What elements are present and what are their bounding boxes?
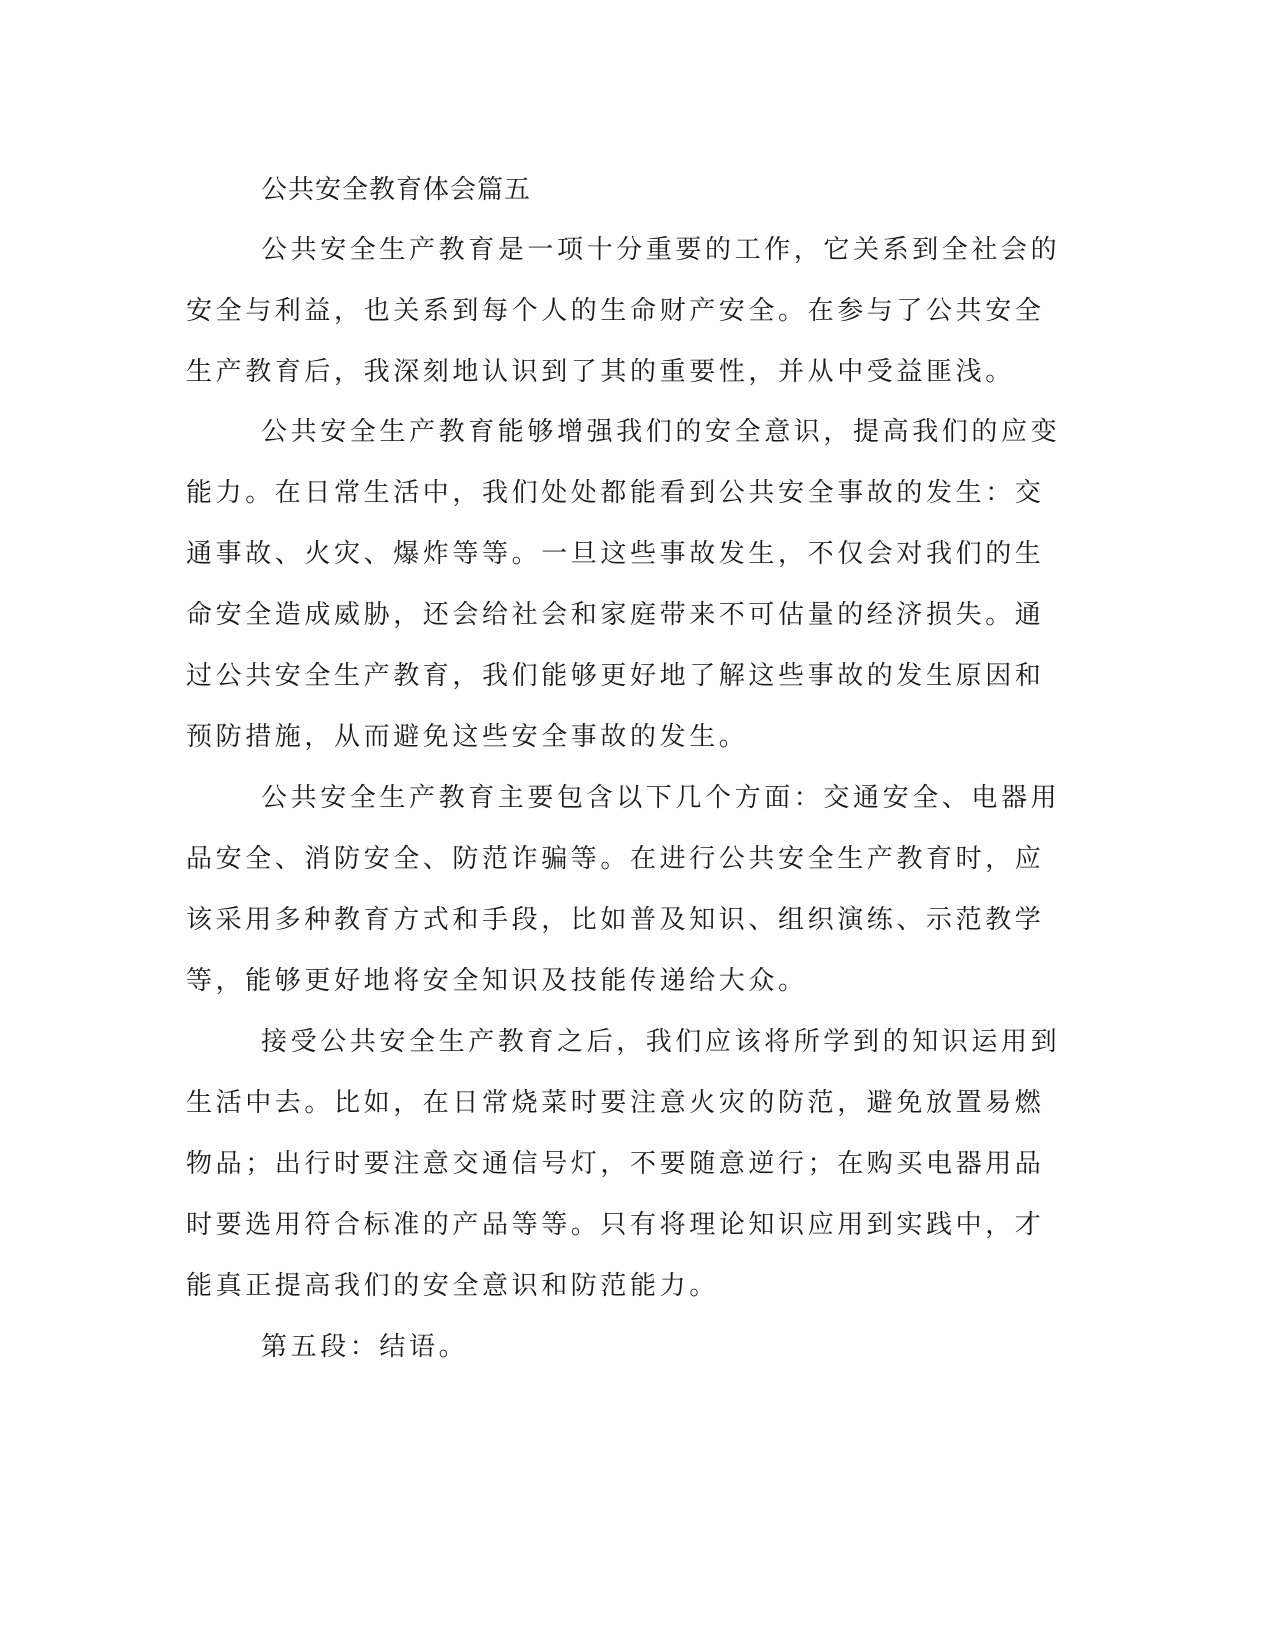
paragraph-1: 公共安全生产教育是一项十分重要的工作，它关系到全社会的安全与利益，也关系到每个人的生命财产安全。在参与了公共安全生产教育后，我深刻地认识到了其的重要性，并从中受益匪浅。 [186, 235, 1061, 387]
paragraph-5: 第五段：结语。 [261, 1332, 469, 1362]
paragraph-3: 公共安全生产教育主要包含以下几个方面：交通安全、电器用品安全、消防安全、防范诈骗等。在进行公共安全生产教育时，应该采用多种教育方式和手段，比如普及知识、组织演练、示范教学等，能够更好地将安全知识及技能传递给大众。 [186, 783, 1061, 996]
paragraph-4: 接受公共安全生产教育之后，我们应该将所学到的知识运用到生活中去。比如，在日常烧菜时要注意火灾的防范，避免放置易燃物品；出行时要注意交通信号灯，不要随意逆行；在购买电器用品时要选用符合标准的产品等等。只有将理论知识应用到实践中，才能真正提高我们的安全意识和防范能力。 [186, 1027, 1061, 1301]
document-title: 公共安全教育体会篇五 [261, 175, 532, 205]
paragraph-2: 公共安全生产教育能够增强我们的安全意识，提高我们的应变能力。在日常生活中，我们处处都能看到公共安全事故的发生：交通事故、火灾、爆炸等等。一旦这些事故发生，不仅会对我们的生命安全造成威胁，还会给社会和家庭带来不可估量的经济损失。通过公共安全生产教育，我们能够更好地了解这些事故的发生原因和预防措施，从而避免这些安全事故的发生。 [186, 417, 1061, 752]
